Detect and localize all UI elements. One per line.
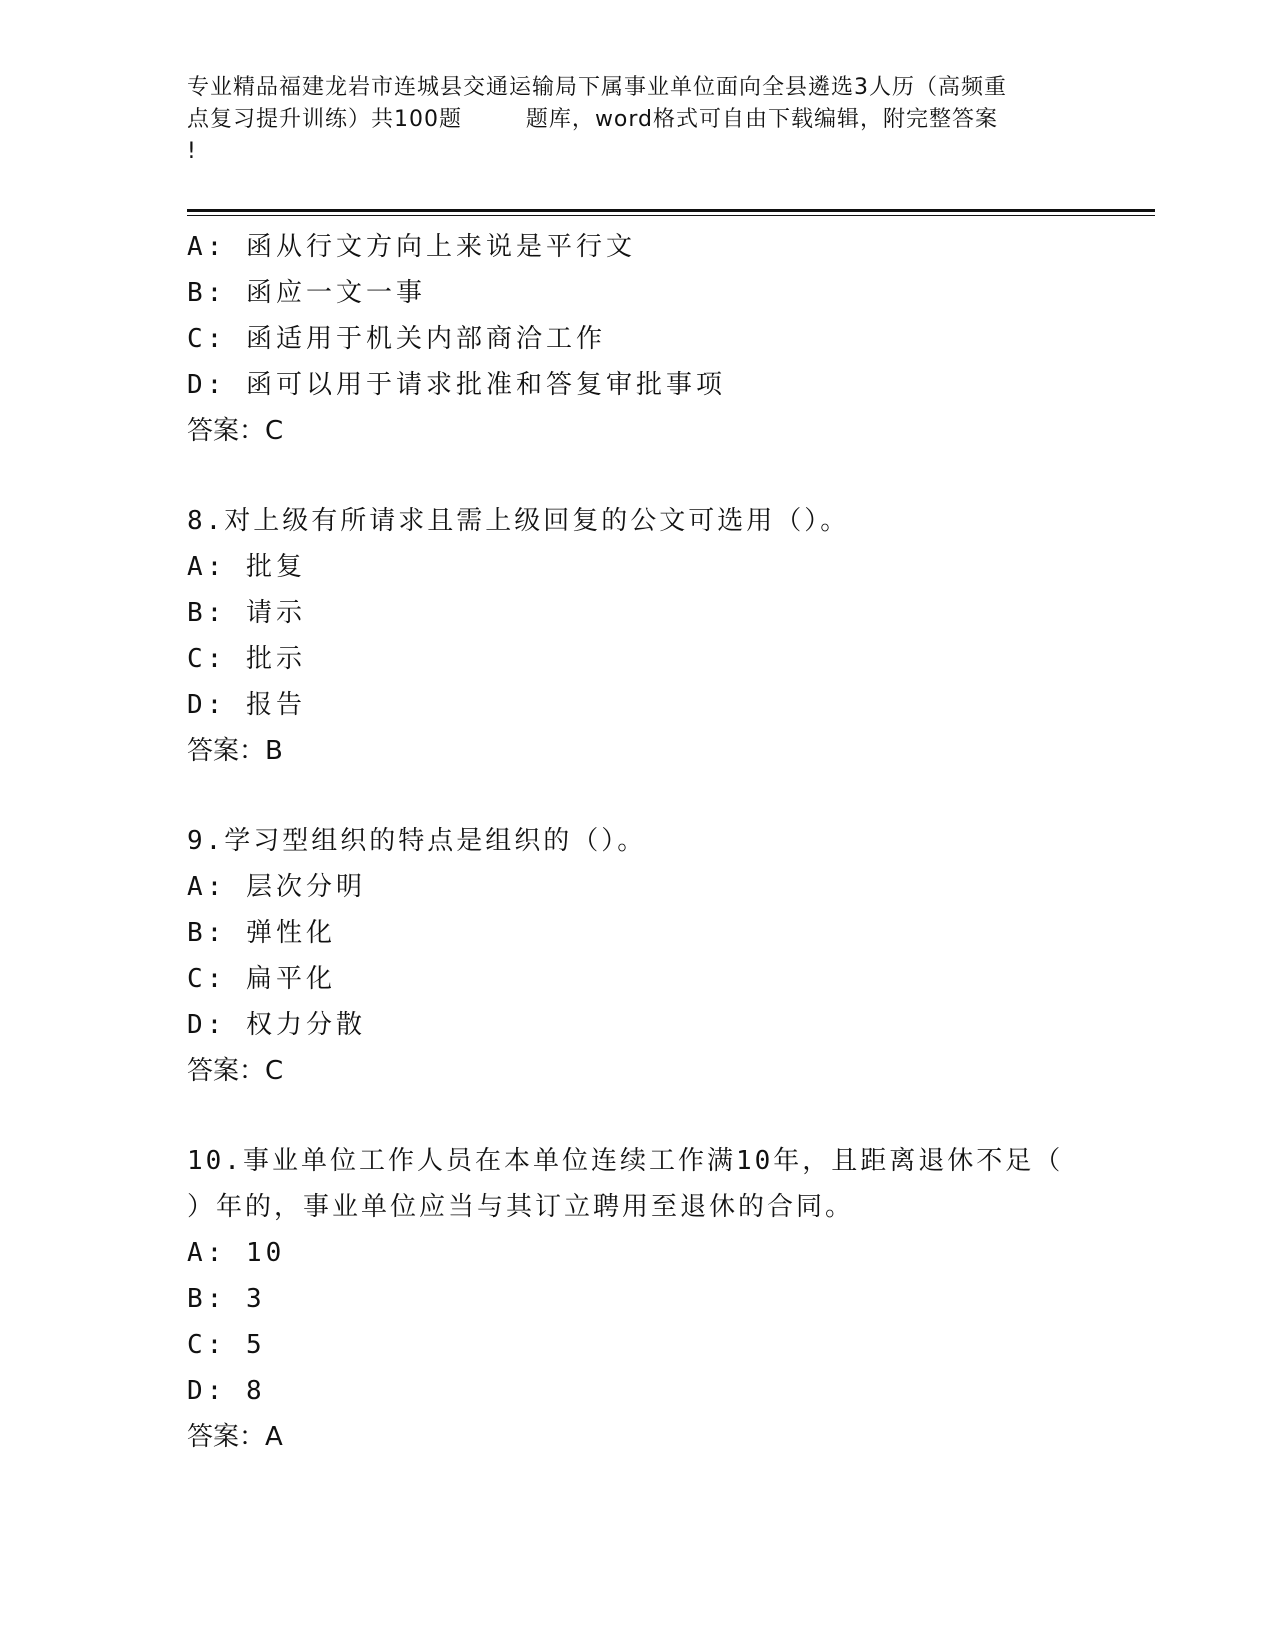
option-b: B: 弹性化	[187, 918, 336, 948]
option-a: A: 10	[187, 1238, 286, 1268]
option-c: C: 批示	[187, 644, 306, 674]
spacer	[187, 1094, 1087, 1138]
question-line-1: 10.事业单位工作人员在本单位连续工作满10年，且距离退休不足（	[187, 1146, 1064, 1176]
option-b: B: 3	[187, 1284, 266, 1314]
spacer	[187, 454, 1087, 498]
question-text	[187, 818, 1087, 864]
option-d: D: 报告	[187, 690, 306, 720]
question-text	[187, 498, 1087, 544]
option-c: C: 5	[187, 1330, 266, 1360]
question-list	[187, 224, 1087, 1460]
answer: 答案：B	[187, 736, 283, 766]
option-d: D: 函可以用于请求批准和答复审批事项	[187, 370, 726, 400]
option-a: A: 层次分明	[187, 872, 366, 902]
question-10	[187, 1138, 1087, 1460]
document-header	[187, 72, 1087, 168]
option-a: A: 函从行文方向上来说是平行文	[187, 232, 636, 262]
option-b: B: 函应一文一事	[187, 278, 426, 308]
question-9	[187, 818, 1087, 1094]
header-line-2: 点复习提升训练）共100题 题库，word格式可自由下载编辑，附完整答案	[187, 107, 999, 132]
option-a: A: 批复	[187, 552, 306, 582]
answer: 答案：C	[187, 416, 284, 446]
header-rule-thin	[187, 215, 1155, 216]
header-line-3: !	[187, 139, 197, 164]
option-c: C: 函适用于机关内部商洽工作	[187, 324, 606, 354]
answer: 答案：C	[187, 1056, 284, 1086]
option-c: C: 扁平化	[187, 964, 336, 994]
question-line: 9.学习型组织的特点是组织的（）。	[187, 826, 647, 856]
question-7	[187, 224, 1087, 454]
answer: 答案：A	[187, 1422, 283, 1452]
question-8	[187, 498, 1087, 774]
option-b: B: 请示	[187, 598, 306, 628]
spacer	[187, 774, 1087, 818]
question-line-2: ）年的，事业单位应当与其订立聘用至退休的合同。	[187, 1192, 855, 1222]
option-d: D: 8	[187, 1376, 266, 1406]
header-line-1: 专业精品福建龙岩市连城县交通运输局下属事业单位面向全县遴选3人历（高频重	[187, 75, 1007, 100]
option-d: D: 权力分散	[187, 1010, 366, 1040]
header-rule-thick	[187, 209, 1155, 212]
question-text	[187, 1138, 1087, 1230]
question-line: 8.对上级有所请求且需上级回复的公文可选用（）。	[187, 506, 850, 536]
